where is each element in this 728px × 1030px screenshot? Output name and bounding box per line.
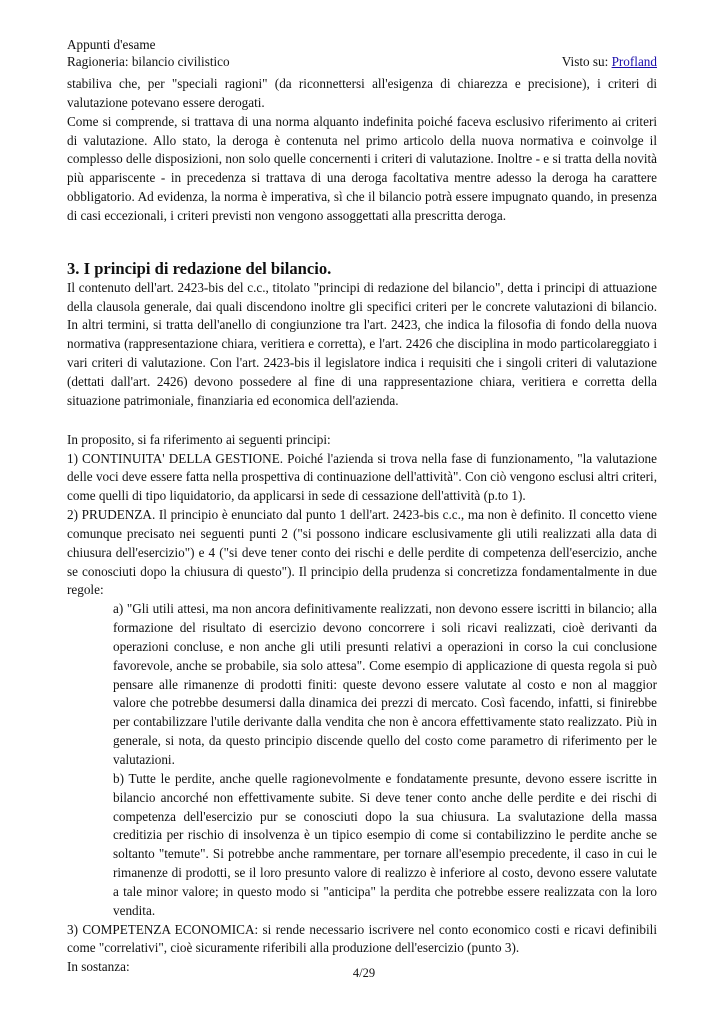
page-number: 4/29: [352, 966, 376, 980]
document-body: [67, 75, 657, 977]
header-line-2: Ragioneria: bilancio civilistico: [67, 54, 230, 69]
paragraph-10: In sostanza:: [67, 959, 130, 975]
paragraph-1: stabiliva che, per "speciali ragioni" (da riconnettersi all'esigenza di chiarezza e precisione), i criteri di valutazione potevano essere derogati.: [67, 76, 657, 110]
header-line-2-row: [67, 53, 657, 70]
header-line-1: Appunti d'esame: [67, 37, 156, 52]
paragraph-5: 1) CONTINUITA' DELLA GESTIONE. Poiché l'azienda si trova nella fase di funzionamento, "la valutazione delle voci deve essere fatta nella prospettiva di continuazione dell'attività". Con ciò vengono esclusi altri criteri, come quelli di tipo liquidatorio, da applicarsi in sede di cessazione dell'attività (p.to 1).: [67, 450, 657, 504]
paragraph-8: b) Tutte le perdite, anche quelle ragionevolmente e fondatamente presunte, devono essere iscritte in bilancio ancorché non effettivamente subite. Si deve tener conto anche delle perdite e dei rischi di competenza dell'esercizio pur se conosciuti dopo la sua chiusura. La svalutazione della massa creditizia per rischio di insolvenza è un tipico esempio di come si contabilizzino le perdite anche se soltanto "temute". Si potrebbe anche rammentare, per tornare all'esempio precedente, il caso in cui le rimanenze di prodotti, se il loro presunto valore di realizzo è inferiore al costo, devono essere valutate a tale minor valore; in questo modo si "anticipa" la perdita che potrebbe essere realizzata con la loro vendita.: [113, 770, 657, 918]
spacer: [67, 226, 657, 249]
spacer: [67, 249, 657, 259]
paragraph-4: In proposito, si fa riferimento ai seguenti principi:: [67, 431, 331, 447]
paragraph-6: 2) PRUDENZA. Il principio è enunciato dal punto 1 dell'art. 2423-bis c.c., ma non è definito. Il concetto viene comunque precisato nei seguenti punti 2 ("si possono indicare esclusivamente gli utili realizzati alla data di chiusura dell'esercizio") e 4 ("si deve tener conto dei rischi e delle perdite di competenza dell'esercizio, anche se conosciuti dopo la chiusura di questo"). Il principio della prudenza si concretizza fondamentalmente in due regole:: [67, 507, 657, 598]
page-header: [67, 36, 657, 70]
paragraph-2: Come si comprende, si trattava di una norma alquanto indefinita poiché faceva esclusivo riferimento ai criteri di valutazione. Allo stato, la deroga è contenuta nel primo articolo della nuova normativa e coinvolge il complesso delle disposizioni, non solo quelle concernenti i criteri di valutazione. Inoltre - e si tratta della novità più appariscente - in precedenza si trattava di una deroga facoltativa mentre adesso la deroga ha carattere obbligatorio. Ad evidenza, la norma è imperativa, sì che il bilancio potrà essere impugnato quando, in presenza di casi eccezionali, i criteri previsti non vengono assoggettati alla prescritta deroga.: [67, 113, 657, 223]
paragraph-9: 3) COMPETENZA ECONOMICA: si rende necessario iscrivere nel conto economico costi e ricavi definibili come "correlativi", cioè sicuramente riferibili alla produzione dell'esercizio (punto 3).: [67, 921, 657, 956]
paragraph-7: a) "Gli utili attesi, ma non ancora definitivamente realizzati, non devono essere iscritti in bilancio; alla formazione del risultato di esercizio devono concorrere i soli ricavi realizzati, cioè derivanti da operazioni concluse, e non anche gli utili presunti relativi a operazioni in corso la cui conclusione favorevole, anche se probabile, sia solo attesa". Come esempio di applicazione di questa regola si può pensare alle rimanenze di prodotti finiti: queste devono essere valutate al costo e non al maggior valore che potrebbe desumersi dalla dinamica dei prezzi di mercato. Così facendo, infatti, si finirebbe per contabilizzare l'utile derivante dalla vendita che non è ancora effettivamente stato realizzato. Più in generale, si nota, da questo principio discende quello del costo come parametro di riferimento per le valutazioni.: [113, 601, 657, 767]
spacer: [67, 411, 657, 431]
profland-link[interactable]: Profland: [611, 54, 657, 69]
document-page: [67, 36, 657, 977]
seen-on-prefix: Visto su:: [561, 54, 612, 69]
section-title: 3. I principi di redazione del bilancio.: [67, 258, 332, 278]
paragraph-3: Il contenuto dell'art. 2423-bis del c.c., titolato "principi di redazione del bilancio", detta i principi di attuazione della clausola generale, dai quali discendono inoltre gli specifici criteri per le concrete valutazioni di bilancio. In altri termini, si tratta dell'anello di congiunzione tra l'art. 2423, che indica la filosofia di fondo della nuova normativa (rappresentazione chiara, veritiera e corretta), e l'art. 2426 che disciplina in modo particolareggiato i vari criteri di valutazione. Con l'art. 2423-bis il legislatore indica i requisiti che i singoli criteri di valutazione (dettati dall'art. 2426) devono possedere al fine di una rappresentazione chiara, veritiera e corretta della situazione patrimoniale, finanziaria ed economica dell'azienda.: [67, 279, 657, 408]
seen-on: [562, 53, 657, 70]
